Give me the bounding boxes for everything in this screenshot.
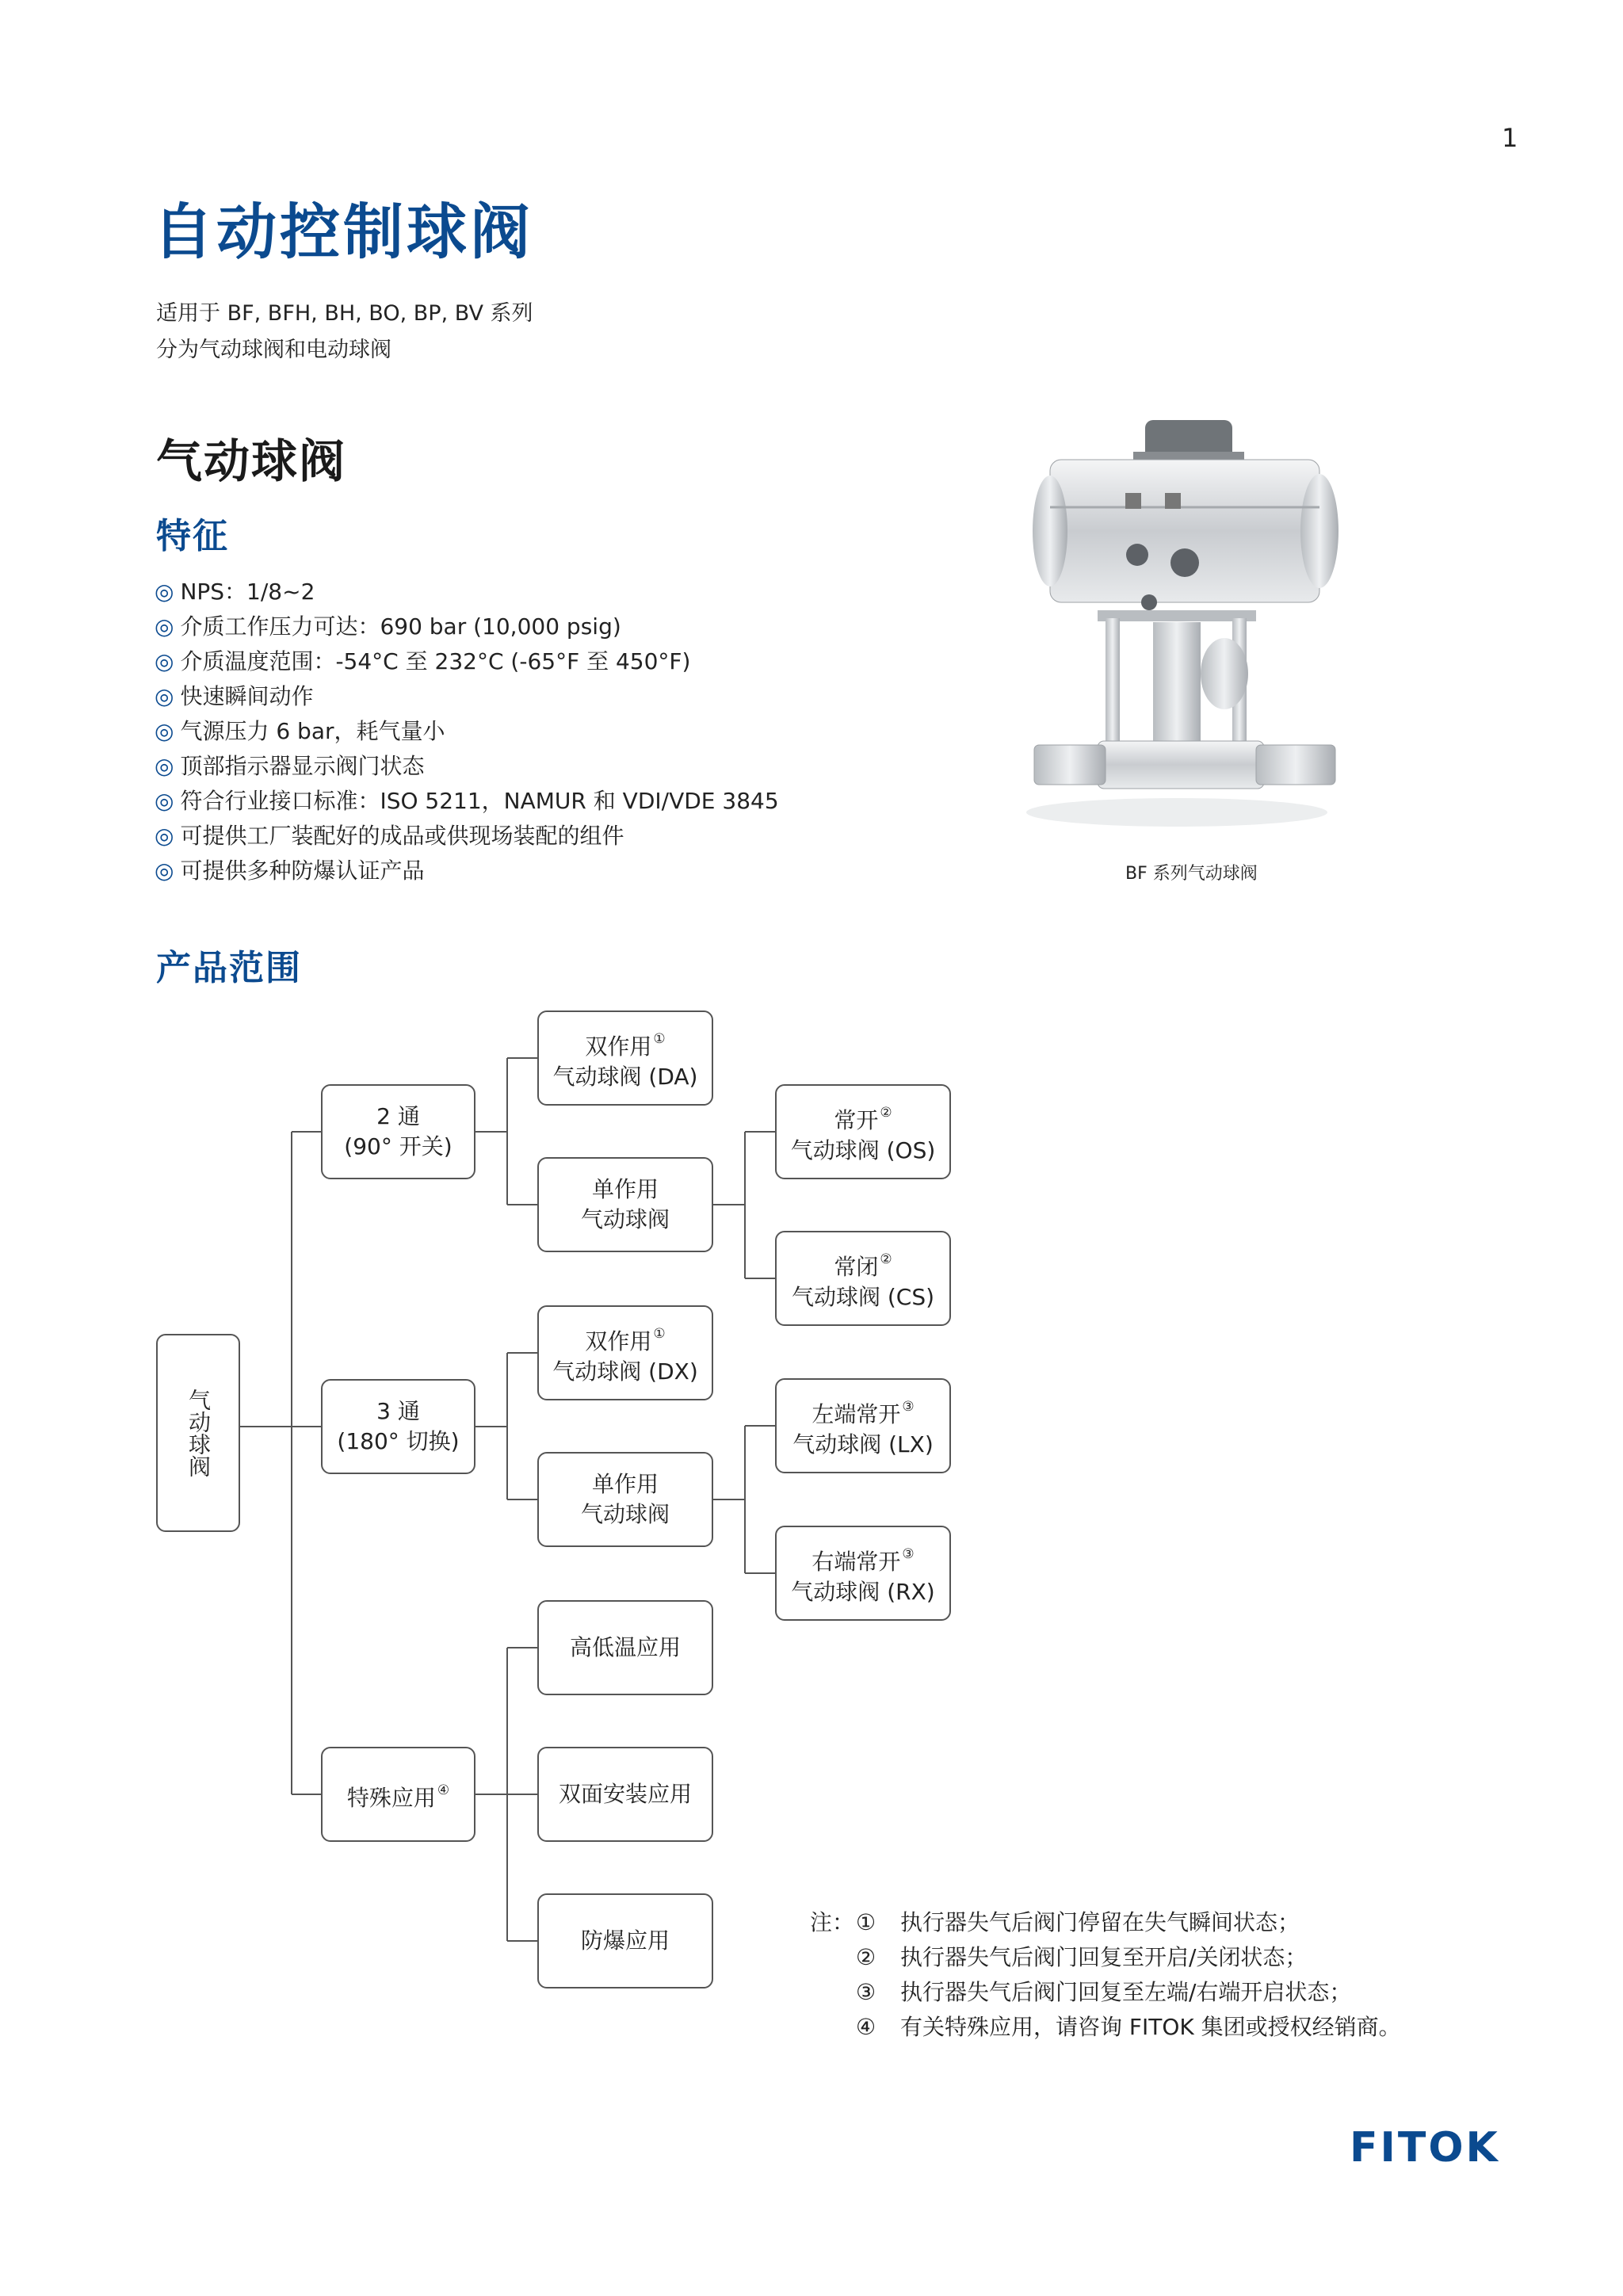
tree-root-pneumatic-ball-valve: 气动球阀 xyxy=(156,1334,240,1532)
feature-item: ◎ 快速瞬间动作 xyxy=(155,683,314,709)
feature-item: ◎ 顶部指示器显示阀门状态 xyxy=(155,753,425,779)
tree-node-double-acting-da: 双作用 ① 气动球阀 (DA) xyxy=(537,1010,713,1106)
note-mark: ① xyxy=(653,1326,666,1342)
bullet-icon: ◎ xyxy=(155,648,174,674)
features-heading: 特征 xyxy=(156,516,229,556)
tree-node-single-acting: 单作用 气动球阀 xyxy=(537,1157,713,1252)
bullet-icon: ◎ xyxy=(155,753,174,779)
feature-item: ◎ 气源压力 6 bar，耗气量小 xyxy=(155,718,445,744)
note-mark: ① xyxy=(653,1031,666,1047)
tree-node-explosion-proof: 防爆应用 xyxy=(537,1893,713,1988)
subtitle-line-1: 适用于 BF, BFH, BH, BO, BP, BV 系列 xyxy=(156,301,533,326)
note-row: 注： ① 执行器失气后阀门停留在失气瞬间状态； xyxy=(810,1909,1300,1935)
bullet-icon: ◎ xyxy=(155,613,174,640)
note-row: ② 执行器失气后阀门回复至开启/关闭状态； xyxy=(856,1944,1308,1970)
tree-node-single-acting-3way: 单作用 气动球阀 xyxy=(537,1452,713,1547)
tree-node-high-low-temp: 高低温应用 xyxy=(537,1600,713,1695)
bullet-icon: ◎ xyxy=(155,858,174,884)
tree-node-double-side-mount: 双面安装应用 xyxy=(537,1747,713,1842)
note-mark: ② xyxy=(880,1251,892,1267)
feature-item: ◎ NPS：1/8~2 xyxy=(155,579,315,605)
note-mark: ③ xyxy=(902,1546,915,1562)
feature-item: ◎ 可提供多种防爆认证产品 xyxy=(155,858,425,884)
bullet-icon: ◎ xyxy=(155,823,174,849)
note-row: ③ 执行器失气后阀门回复至左端/右端开启状态； xyxy=(856,1979,1352,2005)
bullet-icon: ◎ xyxy=(155,718,174,744)
tree-node-3-way: 3 通 (180° 切换) xyxy=(321,1379,475,1474)
image-caption: BF 系列气动球阀 xyxy=(1125,864,1258,884)
tree-node-normally-closed-cs: 常闭 ② 气动球阀 (CS) xyxy=(775,1231,951,1326)
tree-node-left-open-lx: 左端常开 ③ 气动球阀 (LX) xyxy=(775,1378,951,1473)
section-title: 气动球阀 xyxy=(156,434,347,488)
page-number: 1 xyxy=(1502,123,1518,153)
subtitle-line-2: 分为气动球阀和电动球阀 xyxy=(156,338,391,362)
fitok-logo: FITOK xyxy=(1350,2124,1500,2172)
tree-node-2-way: 2 通 (90° 开关) xyxy=(321,1084,475,1179)
bullet-icon: ◎ xyxy=(155,683,174,709)
page-title: 自动控制球阀 xyxy=(153,197,533,267)
bullet-icon: ◎ xyxy=(155,788,174,814)
note-mark: ② xyxy=(880,1105,892,1121)
tree-node-normally-open-os: 常开 ② 气动球阀 (OS) xyxy=(775,1084,951,1179)
feature-item: ◎ 介质工作压力可达：690 bar (10,000 psig) xyxy=(155,613,621,640)
note-mark: ④ xyxy=(437,1782,450,1798)
note-mark: ③ xyxy=(902,1399,915,1415)
tree-node-special-application: 特殊应用 ④ xyxy=(321,1747,475,1842)
product-range-heading: 产品范围 xyxy=(156,948,302,988)
notes xyxy=(810,1905,1401,2045)
feature-item: ◎ 可提供工厂装配好的成品或供现场装配的组件 xyxy=(155,823,624,849)
feature-item: ◎ 符合行业接口标准：ISO 5211，NAMUR 和 VDI/VDE 3845 xyxy=(155,788,779,814)
tree-node-double-acting-dx: 双作用 ① 气动球阀 (DX) xyxy=(537,1305,713,1400)
feature-item: ◎ 介质温度范围：-54°C 至 232°C (-65°F 至 450°F) xyxy=(155,648,691,674)
bullet-icon: ◎ xyxy=(155,579,174,605)
note-row: ④ 有关特殊应用，请咨询 FITOK 集团或授权经销商。 xyxy=(856,2014,1401,2040)
tree-node-right-open-rx: 右端常开 ③ 气动球阀 (RX) xyxy=(775,1526,951,1621)
